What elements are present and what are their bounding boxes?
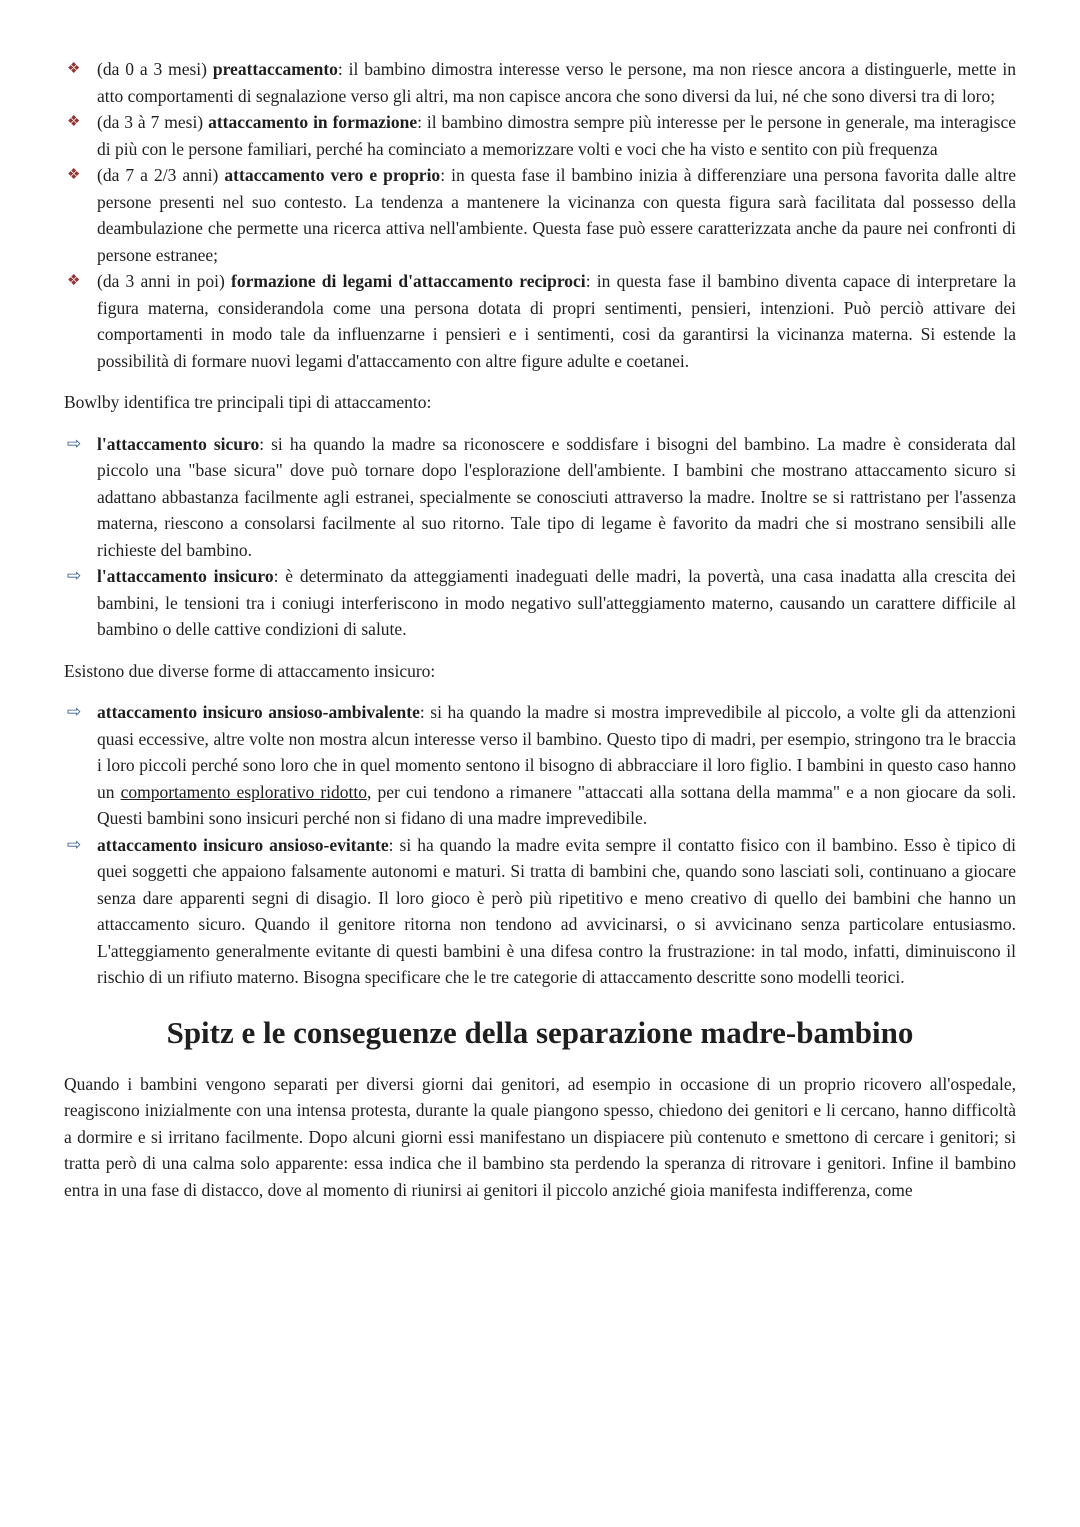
item-term: attaccamento vero e proprio bbox=[224, 165, 441, 185]
diamond-bullet-icon: ❖ bbox=[67, 61, 81, 77]
list-item-text bbox=[97, 434, 1016, 560]
item-body: : si ha quando la madre evita sempre il contatto fisico con il bambino. Esso è tipico di quei soggetti che appaiono falsamente autonomi e maturi. Si tratta di bambini che, quando sono lasciati soli, continuano a giocare senza dare apparenti segni di disagio. Il loro gioco è però più ripetitivo e meno creativo di quello dei bambini che hanno un attaccamento sicuro. Quando il genitore ritorna non tendono ad avvicinarsi, o si avvicinano senza particolare entusiasmo. L'atteggiamento generalmente evitante di questi bambini è una difesa contro la frustrazione: in tal modo, infatti, diminuiscono il rischio di un rifiuto materno. Bisogna specificare che le tre categorie di attaccamento descritte sono modelli teorici. bbox=[97, 834, 1016, 987]
list-item bbox=[64, 563, 1016, 643]
item-term: l'attaccamento insicuro bbox=[97, 566, 274, 586]
item-term: attaccamento insicuro ansioso-ambivalente bbox=[97, 702, 420, 722]
item-body: : si ha quando la madre si mostra imprevedibile al piccolo, a volte gli da attenzioni quasi eccessive, altre volte non mostra alcun interesse verso il bambino. Questo tipo di madri, per esempio, stringono tra le braccia i loro piccoli perché sono loro che in quel momento sentono il bisogno di abbracciare il loro figlio. I bambini in questo caso hanno un bbox=[97, 702, 1016, 802]
item-prefix: (da 3 à 7 mesi) bbox=[97, 112, 209, 132]
forms-intro: Esistono due diverse forme di attaccamento insicuro: bbox=[64, 660, 436, 681]
item-prefix: (da 7 a 2/3 anni) bbox=[97, 165, 225, 185]
diamond-bullet-icon: ❖ bbox=[67, 273, 81, 289]
item-term: attaccamento in formazione bbox=[208, 112, 418, 132]
attachment-phases-list bbox=[64, 56, 1016, 374]
closing-paragraph: Quando i bambini vengono separati per diversi giorni dai genitori, ad esempio in occasione di un proprio ricovero all'ospedale, reagiscono inizialmente con una intensa protesta, durante la quale piangono spesso, chiedono dei genitori e li cercano, hanno difficoltà a dormire e si irritano facilmente. Dopo alcuni giorni essi manifestano un dispiacere più contenuto e smettono di cercare i genitori; si tratta però di una calma solo apparente: essa indica che il bambino sta perdendo la speranza di ritrovare i genitori. Infine il bambino entra in una fase di distacco, dove al momento di riunirsi ai genitori il piccolo anziché gioia manifesta indifferenza, come bbox=[64, 1073, 1016, 1200]
list-item bbox=[64, 699, 1016, 832]
list-item-text bbox=[97, 702, 1016, 828]
list-item-text bbox=[97, 165, 1016, 265]
list-item-text bbox=[97, 566, 1016, 639]
list-item bbox=[64, 268, 1016, 374]
list-item bbox=[64, 162, 1016, 268]
list-item bbox=[64, 431, 1016, 564]
item-body: : in questa fase il bambino diventa capace di interpretare la figura materna, considerandola come una persona dotata di propri sentimenti, pensieri, intenzioni. Può perciò attivare dei comportamenti in modo tale da influenzarne i pensieri e i sentimenti, cosi da garantirsi la vicinanza materna. Si estende la possibilità di formare nuovi legami d'attaccamento con altre figure adulte e coetanei. bbox=[97, 271, 1017, 371]
item-term: preattaccamento bbox=[212, 59, 338, 79]
section-heading: Spitz e le conseguenze della separazione madre-bambino bbox=[166, 1014, 914, 1050]
item-body: : il bambino dimostra sempre più interesse per le persone in generale, ma interagisce di più con le persone familiari, perché ha cominciato a memorizzare volti e voci che ha visto e sentito con più frequenza bbox=[97, 112, 1016, 159]
arrow-bullet-icon: ⇨ bbox=[67, 566, 82, 585]
item-body: : si ha quando la madre sa riconoscere e soddisfare i bisogni del bambino. La madre è considerata dal piccolo una "base sicura" dove può tornare dopo l'esplorazione dell'ambiente. I bambini che mostrano attaccamento sicuro si adattano abbastanza facilmente agli estranei, specialmente se conosciuti attraverso la madre. Inoltre se si rattristano per l'assenza materna, riescono a consolarsi facilmente al suo ritorno. Tale tipo di legame è favorito da madri che si mostrano sensibili alle richieste del bambino. bbox=[97, 433, 1016, 560]
list-item-text bbox=[97, 835, 1016, 988]
item-body: : in questa fase il bambino inizia à differenziare una persona favorita dalle altre persone presenti nel suo contesto. La tendenza a mantenere la vicinanza con questa figura sarà facilitata dal possesso della deambulazione che permette una ricerca attiva nell'ambiente. Questa fase può essere caratterizzata anche da paure nei confronti di persone estranee; bbox=[97, 165, 1016, 265]
item-prefix: (da 0 a 3 mesi) bbox=[97, 59, 213, 79]
arrow-bullet-icon: ⇨ bbox=[67, 702, 82, 721]
types-intro: Bowlby identifica tre principali tipi di attaccamento: bbox=[64, 392, 432, 412]
list-item bbox=[64, 832, 1016, 991]
item-term: formazione di legami d'attaccamento reciproci bbox=[231, 271, 586, 291]
list-item bbox=[64, 109, 1016, 162]
list-item-text bbox=[97, 59, 1016, 106]
list-item bbox=[64, 56, 1016, 109]
item-body: : il bambino dimostra interesse verso le persone, ma non riesce ancora a distinguerle, mette in atto comportamenti di segnalazione verso gli altri, ma non capisce ancora che sono diversi da lui, né che sono diversi tra di loro; bbox=[97, 59, 1016, 106]
arrow-bullet-icon: ⇨ bbox=[67, 834, 82, 854]
list-item-text bbox=[97, 112, 1016, 159]
attachment-types-list bbox=[64, 431, 1016, 643]
diamond-bullet-icon: ❖ bbox=[67, 114, 81, 130]
item-prefix: (da 3 anni in poi) bbox=[97, 271, 232, 291]
item-body: : è determinato da atteggiamenti inadeguati delle madri, la povertà, una casa inadatta alla crescita dei bambini, le tensioni tra i coniugi interferiscono in modo negativo sull'atteggiamento materno, causando un carattere difficile al bambino o delle cattive condizioni di salute. bbox=[97, 566, 1016, 639]
item-term: attaccamento insicuro ansioso-evitante bbox=[97, 834, 389, 855]
item-term: l'attaccamento sicuro bbox=[97, 433, 260, 454]
insecure-forms-list bbox=[64, 699, 1016, 991]
diamond-bullet-icon: ❖ bbox=[67, 167, 81, 183]
list-item-text bbox=[97, 271, 1016, 371]
arrow-bullet-icon: ⇨ bbox=[67, 433, 82, 453]
item-body: , per cui tendono a rimanere "attaccati alla sottana della mamma" e a non giocare da soli. Questi bambini sono insicuri perché non si fidano di una madre imprevedibile. bbox=[97, 781, 1016, 828]
underlined-phrase: comportamento esplorativo ridotto bbox=[120, 781, 368, 802]
